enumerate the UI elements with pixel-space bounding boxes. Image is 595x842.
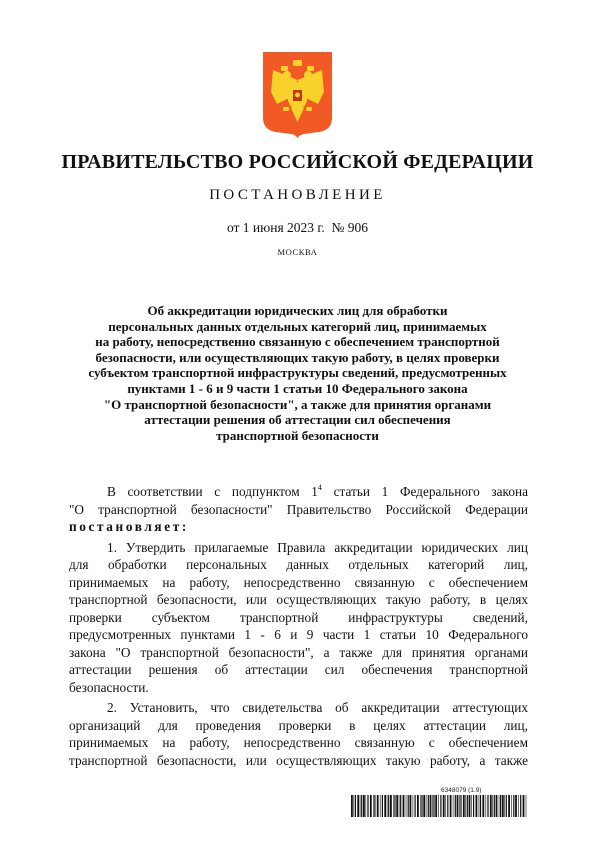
decree-word: постановляет:: [69, 519, 189, 534]
preamble-text: В соответствии с подпунктом 1: [107, 484, 318, 499]
footnote-superscript: 4: [317, 483, 322, 492]
paragraph-1-line: транспортной безопасности, или осуществляющих такую работу, в целях: [69, 592, 528, 607]
coat-of-arms-icon: [263, 52, 332, 138]
title-line: безопасности, или осуществляющих такую работу, в целях проверки: [95, 349, 500, 365]
title-line: транспортной безопасности: [216, 427, 379, 443]
barcode-number: 6348079 (1.9): [441, 787, 482, 794]
document-body: [69, 483, 528, 769]
preamble-line: "О транспортной безопасности" Правительство Российской Федерации: [69, 501, 528, 517]
document-type: ПОСТАНОВЛЕНИЕ: [209, 187, 386, 203]
paragraph-2-line: организаций для проведения проверки в целях аттестации лиц,: [69, 717, 528, 733]
paragraph-1-line: закона "О транспортной безопасности", а также для принятия органами: [69, 644, 528, 660]
document-title: [68, 303, 527, 443]
title-line: на работу, непосредственно связанную с обеспечением транспортной: [95, 334, 500, 350]
title-line: аттестации решения об аттестации сил обеспечения: [144, 412, 451, 428]
paragraph-1-line: для обработки персональных данных отдельных категорий лиц,: [69, 557, 528, 572]
title-line: "О транспортной безопасности", а также для принятия органами: [103, 396, 492, 412]
preamble-line: [69, 483, 528, 501]
title-line: субъектом транспортной инфраструктуры сведений, предусмотренных: [88, 365, 507, 381]
title-line: пунктами 1 - 6 и 9 части 1 статьи 10 Федерального закона: [127, 380, 468, 396]
paragraph-2-line: 2. Установить, что свидетельства об аккредитации аттестующих: [107, 700, 528, 715]
paragraph-1-line: принимаемых на работу, непосредственно связанную с обеспечением: [69, 574, 528, 590]
preamble-text: статьи 1 Федерального закона: [321, 484, 529, 499]
paragraph-1-line: предусмотренных пунктами 1 - 6 и 9 части 1 статьи 10 Федерального: [69, 627, 528, 642]
paragraph-1-line: 1. Утвердить прилагаемые Правила аккредитации юридических лиц: [107, 539, 528, 555]
title-line: Об аккредитации юридических лиц для обработки: [147, 303, 448, 318]
document-date-number: от 1 июня 2023 г. № 906: [226, 220, 369, 235]
paragraph-1-line: аттестации решения об аттестации сил обеспечения транспортной: [69, 662, 528, 677]
paragraph-2-line: принимаемых на работу, непосредственно связанную с обеспечением: [69, 735, 528, 750]
paragraph-1-line: безопасности.: [69, 679, 149, 695]
document-city: МОСКВА: [277, 247, 318, 257]
title-line: персональных данных отдельных категорий лиц, принимаемых: [108, 318, 487, 334]
barcode-icon: [351, 795, 527, 817]
paragraph-1-line: проверки субъектом транспортной инфраструктуры сведений,: [69, 609, 528, 625]
organization-name: ПРАВИТЕЛЬСТВО РОССИЙСКОЙ ФЕДЕРАЦИИ: [61, 151, 534, 173]
paragraph-2-line: транспортной безопасности, или осуществляющих такую работу, а также: [69, 752, 528, 768]
